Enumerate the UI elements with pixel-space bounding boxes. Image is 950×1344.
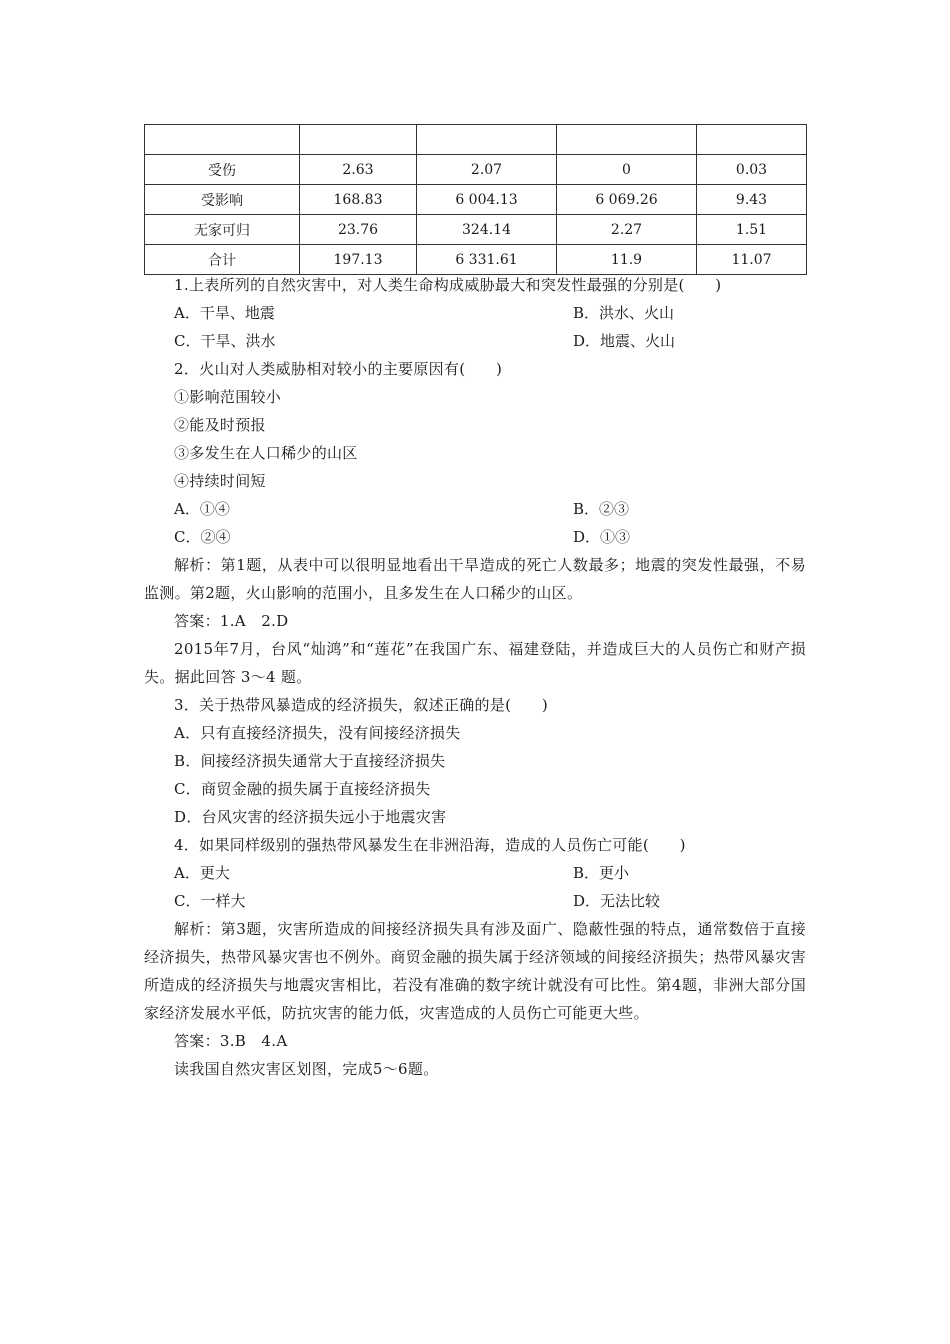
option-c: C．干旱、洪水 xyxy=(174,332,276,350)
option-c: C．商贸金融的损失属于直接经济损失 xyxy=(174,780,431,798)
table-row xyxy=(145,245,807,275)
table-row-label: 无家可归 xyxy=(145,215,300,245)
table-cell: 9.43 xyxy=(697,185,807,215)
question-2-item: ④持续时间短 xyxy=(174,472,266,490)
table-cell xyxy=(417,125,557,155)
table-row xyxy=(145,155,807,185)
question-1-options-row xyxy=(144,327,806,355)
table-cell xyxy=(145,125,300,155)
table-cell: 0 xyxy=(557,155,697,185)
question-1-stem: 1.上表所列的自然灾害中，对人类生命构成威胁最大和突发性最强的分别是( ) xyxy=(174,276,722,294)
option-d: D．台风灾害的经济损失远小于地震灾害 xyxy=(174,808,447,826)
question-2-stem: 2．火山对人类威胁相对较小的主要原因有( ) xyxy=(174,360,503,378)
option-a: A．更大 xyxy=(174,864,230,882)
option-c: C．一样大 xyxy=(174,892,246,910)
question-4-options-row xyxy=(144,859,806,887)
table-cell: 6 331.61 xyxy=(417,245,557,275)
analysis-2: 解析：第3题，灾害所造成的间接经济损失具有涉及面广、隐蔽性强的特点，通常数倍于直接经济损失，热带风暴灾害也不例外。商贸金融的损失属于经济领域的间接经济损失；热带风暴灾害所造成的经济损失与地震灾害相比，若没有准确的数字统计就没有可比性。第4题，非洲大部分国家经济发展水平低，防抗灾害的能力低，灾害造成的人员伤亡可能更大些。 xyxy=(144,920,806,1022)
question-2-options-row xyxy=(144,495,806,523)
option-b: B．洪水、火山 xyxy=(573,304,675,322)
question-2-item: ①影响范围较小 xyxy=(174,388,282,406)
table-cell: 11.07 xyxy=(697,245,807,275)
question-2-item: ③多发生在人口稀少的山区 xyxy=(174,444,358,462)
option-b: B．更小 xyxy=(573,864,630,882)
option-d: D．①③ xyxy=(573,528,631,546)
table-cell xyxy=(557,125,697,155)
table-cell: 324.14 xyxy=(417,215,557,245)
answer-1: 答案：1.A 2.D xyxy=(174,612,289,630)
question-2-options-row xyxy=(144,523,806,551)
table-cell: 168.83 xyxy=(300,185,417,215)
table-cell: 2.63 xyxy=(300,155,417,185)
option-b: B．②③ xyxy=(573,500,630,518)
option-a: A．只有直接经济损失，没有间接经济损失 xyxy=(174,724,461,742)
option-a: A．①④ xyxy=(174,500,230,518)
question-4-stem: 4．如果同样级别的强热带风暴发生在非洲沿海，造成的人员伤亡可能( ) xyxy=(174,836,686,854)
table-cell: 2.27 xyxy=(557,215,697,245)
table-row-label: 受影响 xyxy=(145,185,300,215)
question-4-options-row xyxy=(144,887,806,915)
table-cell: 6 069.26 xyxy=(557,185,697,215)
table-cell xyxy=(300,125,417,155)
table-row-label: 合计 xyxy=(145,245,300,275)
answer-2: 答案：3.B 4.A xyxy=(174,1032,288,1050)
disaster-statistics-table xyxy=(144,124,807,275)
table-cell: 6 004.13 xyxy=(417,185,557,215)
document-body xyxy=(144,271,806,1083)
table-row xyxy=(145,215,807,245)
table-row xyxy=(145,185,807,215)
intro-questions-3-4: 2015年7月，台风“灿鸿”和“莲花”在我国广东、福建登陆，并造成巨大的人员伤亡和财产损失。据此回答 3～4 题。 xyxy=(144,640,806,686)
table-cell: 197.13 xyxy=(300,245,417,275)
table-cell: 0.03 xyxy=(697,155,807,185)
question-3-stem: 3．关于热带风暴造成的经济损失，叙述正确的是( ) xyxy=(174,696,549,714)
option-d: D．地震、火山 xyxy=(573,332,676,350)
question-2-item: ②能及时预报 xyxy=(174,416,266,434)
option-c: C．②④ xyxy=(174,528,231,546)
question-1-options-row xyxy=(144,299,806,327)
option-a: A．干旱、地震 xyxy=(174,304,275,322)
table-cell: 1.51 xyxy=(697,215,807,245)
table-cell: 2.07 xyxy=(417,155,557,185)
table-row xyxy=(145,125,807,155)
table-row-label: 受伤 xyxy=(145,155,300,185)
option-b: B．间接经济损失通常大于直接经济损失 xyxy=(174,752,446,770)
analysis-1: 解析：第1题，从表中可以很明显地看出干旱造成的死亡人数最多；地震的突发性最强，不易监测。第2题，火山影响的范围小，且多发生在人口稀少的山区。 xyxy=(144,556,806,602)
table-cell: 11.9 xyxy=(557,245,697,275)
option-d: D．无法比较 xyxy=(573,892,661,910)
table-cell: 23.76 xyxy=(300,215,417,245)
table-cell xyxy=(697,125,807,155)
intro-questions-5-6: 读我国自然灾害区划图，完成5～6题。 xyxy=(174,1060,439,1078)
